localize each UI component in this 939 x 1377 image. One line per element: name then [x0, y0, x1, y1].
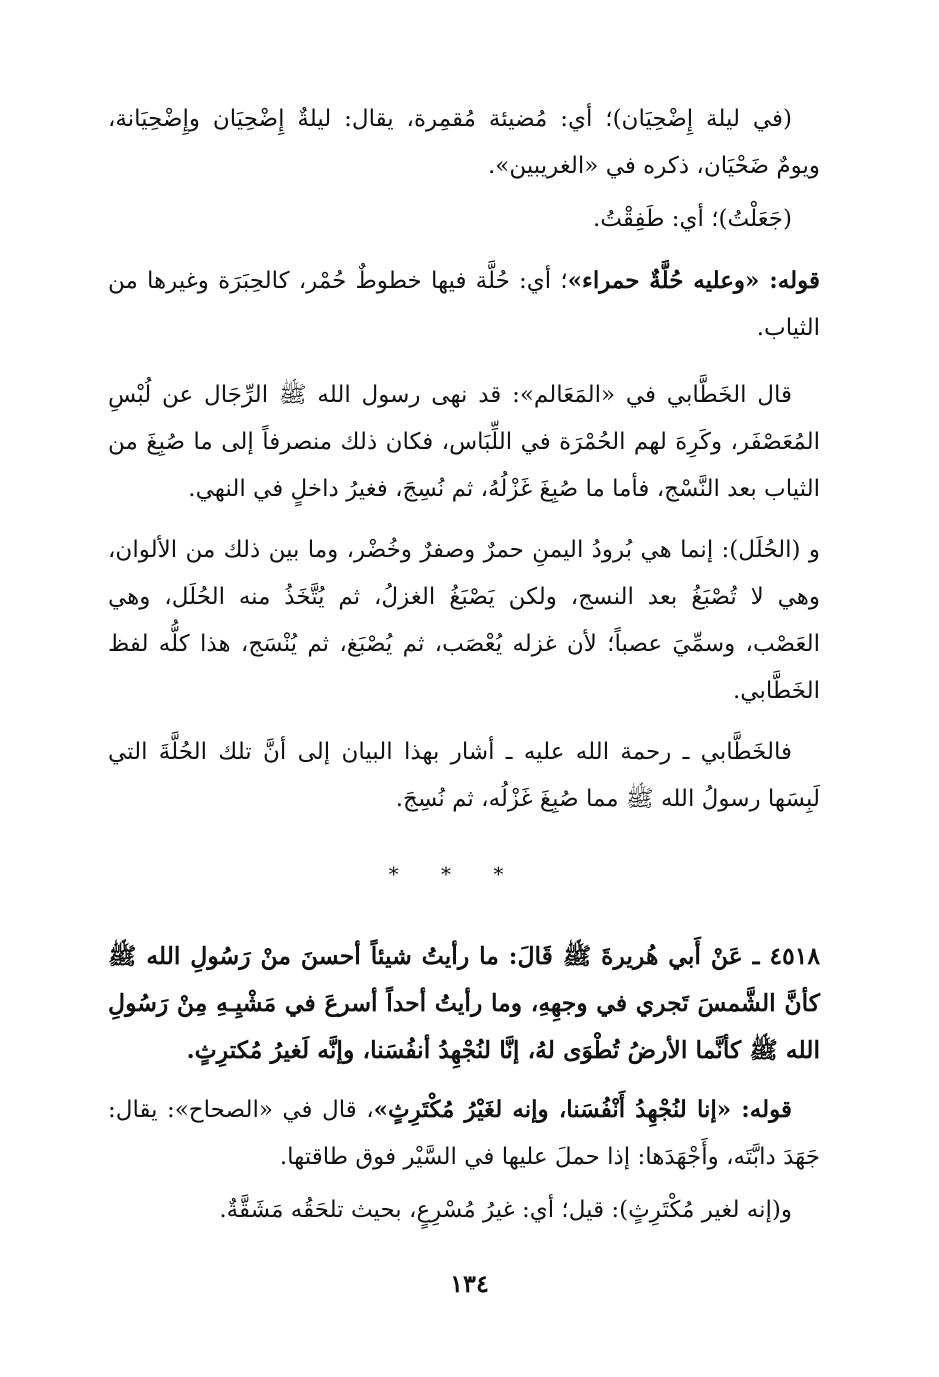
- paragraph-text: ؛ أي: حُلَّة فيها خطوطٌ حُمْر، كالحِبَرَة وغيرها من الثياب.: [108, 268, 820, 341]
- paragraph-text: و (الحُلَل): إنما هي بُرودُ اليمنِ حمرٌ وصفرٌ وخُضْر، وما بين ذلك من الألوان، وهي لا تُصْبَغُ بعد النسج، ولكن يَصْبَغُ الغزلُ، ثم يُتَّخَذُ منه الحُلَل، وهي العَصْب، وسمِّيَ عصباً؛ لأن غزله يُعْصَب، ثم يُصْبَغ، ثم يُنْسَج، هذا كلُّه لفظ الخَطَّابي.: [108, 537, 820, 704]
- paragraph-text: (جَعَلْتُ)؛ أي: طَفِقْتُ.: [592, 206, 792, 232]
- hadith-text: ٤٥١٨ ـ عَنْ أَبي هُريرةَ ﷺ قَالَ: ما رأيتُ شيئاً أحسنَ منْ رَسُولِ الله ﷺ كأنَّ الشَّمسَ تَجري في وجهِهِ، وما رأيتُ أحداً أسرعَ في مَشْيِـهِ مِنْ رَسُولِ الله ﷺ كأنَّما الأرضُ تُطْوَى لهُ، إنَّا لنُجْهِدُ أنفُسَنا، وإنَّه لَغيرُ مُكترِثٍ.: [108, 942, 820, 1064]
- section-separator: * * *: [388, 862, 522, 886]
- commentary-paragraph-3: [108, 257, 820, 352]
- commentary-paragraph-4: [108, 372, 820, 513]
- commentary-paragraph-8: [108, 1187, 820, 1234]
- paragraph-text: ، قال في «الصحاح»: يقال: جَهَدَ دابَّتَه، وأَجْهَدَها: إذا حملَ عليها في السَّيْر فوق طاقتها.: [108, 1097, 820, 1170]
- paragraph-text: (في ليلة إِضْحِيَان)؛ أي: مُضيئة مُقمِرة، يقال: ليلةٌ إِضْحِيَان وإِضْحِيَانة، ويومٌ ضَحْيَان، ذكره في «الغريبين».: [108, 106, 820, 179]
- commentary-paragraph-6: [108, 729, 820, 823]
- paragraph-text: قال الخَطَّابي في «المَعَالم»: قد نهى رسول الله ﷺ الرِّجَال عن لُبْسِ المُعَصْفَر، وكَرِهَ لهم الحُمْرَة في اللِّبَاس، فكان ذلك منصرفاً إلى ما صُبِغَ من الثياب بعد النَّسْج، فأما ما صُبِغَ غَزْلُهُ، ثم نُسِجَ، فغيرُ داخلٍ في النهي.: [108, 382, 820, 502]
- commentary-paragraph-5: [108, 527, 820, 715]
- paragraph-text: فالخَطَّابي ـ رحمة الله عليه ـ أشار بهذا البيان إلى أنَّ تلك الحُلَّةَ التي لَبِسَها رسولُ الله ﷺ مما صُبِغَ غَزْلُه، ثم نُسِجَ.: [108, 739, 820, 812]
- page-number: ١٣٤: [450, 1269, 489, 1298]
- commentary-paragraph-2: [108, 196, 820, 243]
- commentary-paragraph-7: [108, 1086, 820, 1181]
- page-body: [108, 96, 820, 1234]
- commentary-paragraph-1: [108, 96, 820, 190]
- paragraph-text: و(إنه لغير مُكْتَرِثٍ): قيل؛ أي: غيرُ مُسْرِعٍ، بحيث تلحَقُه مَشَقَّةٌ.: [219, 1197, 792, 1223]
- quoted-lead: قوله: «إنا لنُجْهِدُ أَنْفُسَنا، وإنه لغَيْرُ مُكْتَرِثٍ»: [373, 1096, 792, 1123]
- quoted-lead: قوله: «وعليه حُلَّةٌ حمراء»: [567, 267, 820, 294]
